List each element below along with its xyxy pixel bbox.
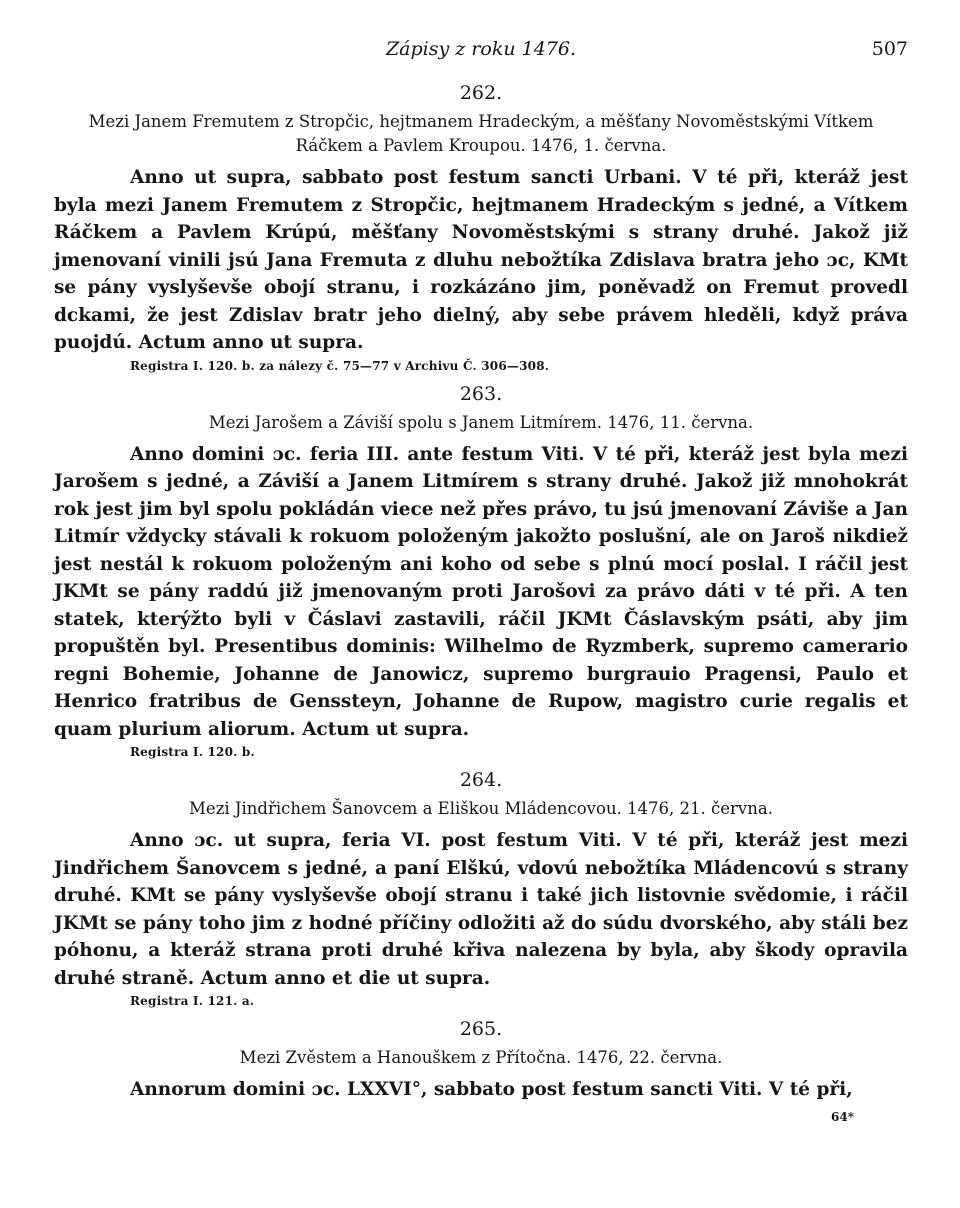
entry-264 [54, 769, 908, 1008]
entry-text: Annorum domini ɔc. LXXVI°, sabbato post festum sancti Viti. V té při, [130, 1079, 853, 1100]
entry-263 [54, 383, 908, 760]
entry-summary: Mezi Jindřichem Šanovcem a Eliškou Mládencovou. 1476, 21. června. [189, 799, 773, 818]
entry-number: 263. [459, 382, 503, 405]
entry-summary: Mezi Zvěstem a Hanouškem z Přítočna. 1476, 22. června. [239, 1048, 723, 1067]
entry-number: 264. [459, 769, 503, 791]
entry-summary: Mezi Jarošem a Záviší spolu s Janem Litmírem. 1476, 11. června. [208, 412, 754, 432]
page-header [54, 38, 908, 72]
entry-262 [54, 82, 908, 373]
entry-text: Anno ɔc. ut supra, feria VI. post festum Viti. V té při, kteráž jest mezi Jindřichem Šanovcem s jedné, a paní Elškú, vdovú nebožtíka Mládencovú s strany druhé. KMt se pány vyslyševše obojí stranu i také jich listovnie svědomie, i ráčil JKMt se pány toho jim z hodné příčiny odložiti až do súdu dvorského, aby stáli bez póhonu, a kteráž strana proti druhé křiva nalezena by byla, aby škody opravila druhé straně. Actum anno et die ut supra. [54, 830, 908, 989]
entry-source: Registra I. 120. b. za nálezy č. 75—77 v Archivu Č. 306—308. [130, 358, 550, 373]
entry-number: 265. [459, 1018, 503, 1040]
running-title: Zápisy z roku 1476. [385, 38, 577, 60]
page-number: 507 [871, 38, 908, 60]
entry-text: Anno domini ɔc. feria III. ante festum Viti. V té při, kteráž jest byla mezi Jarošem s jedné, a Záviší a Janem Litmírem s strany druhé. Jakož již mnohokrát rok jest jim byl spolu pokládán viece než přes právo, tu jsú jmenovaní Záviše a Jan Litmír vždycky stávali k rokuom položeným jakožto poslušní, ale on Jaroš nikdiež jest nestál k rokuom položeným ani koho od sebe s plnú mocí poslal. I ráčil jest JKMt se pány raddú již jmenovaným proti Jarošovi za právo dáti v té při. A ten statek, kterýžto byli v Čáslavi zastavili, ráčil JKMt Čáslavským psáti, aby jim propuštěn byl. Presentibus dominis: Wilhelmo de Ryzmberk, supremo camerario regni Bohemie, Johanne de Janowicz, supremo burgrauio Pragensi, Paulo et Henrico fratribus de Genssteyn, Johanne de Rupow, magistro curie regalis et quam plurium aliorum. Actum ut supra. [54, 443, 908, 740]
entry-text: Anno ut supra, sabbato post festum sancti Urbani. V té při, kteráž jest byla mezi Janem Fremutem z Stropčic, hejtmanem Hradeckým s jedné, a Vítkem Ráčkem a Pavlem Krúpú, měšťany Novoměstskými s strany druhé. Jakož již jmenovaní vinili jsú Jana Fremuta z dluhu nebožtíka Zdislava bratra jeho ɔc, KMt se pány vyslyševše obojí stranu, i rozkázáno jim, poněvadž on Fremut provedl dckami, že jest Zdislav bratr jeho dielný, aby sebe právem hleděli, když práva puojdú. Actum anno ut supra. [54, 167, 908, 353]
entry-source: Registra I. 121. a. [130, 994, 255, 1008]
signature-mark: 64* [831, 1109, 854, 1124]
entry-265 [54, 1018, 908, 1104]
entry-number: 262. [459, 82, 503, 104]
document-page [54, 38, 908, 1124]
entry-source: Registra I. 120. b. [130, 745, 255, 759]
entry-summary: Mezi Janem Fremutem z Stropčic, hejtmanem Hradeckým, a měšťany Novoměstskými Vítkem Ráčkem a Pavlem Kroupou. 1476, 1. června. [88, 112, 874, 155]
